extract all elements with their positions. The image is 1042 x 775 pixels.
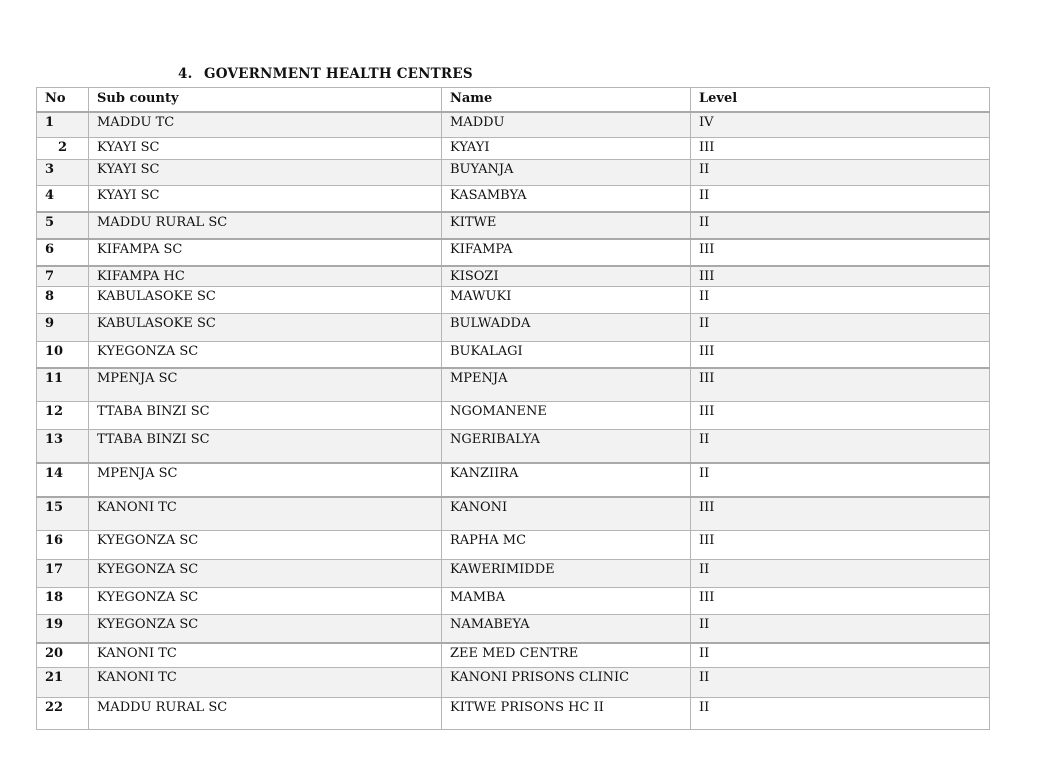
section-heading bbox=[178, 66, 473, 82]
table-row bbox=[37, 313, 990, 341]
column-header-level: Level bbox=[691, 88, 990, 113]
table-row bbox=[37, 429, 990, 463]
facility-name-cell: ZEE MED CENTRE bbox=[442, 643, 691, 667]
sub-county-cell: MPENJA SC bbox=[89, 463, 442, 497]
facility-name-cell: KASAMBYA bbox=[442, 185, 691, 212]
table-row bbox=[37, 185, 990, 212]
row-number-cell: 8 bbox=[37, 286, 89, 313]
row-number-cell: 20 bbox=[37, 643, 89, 667]
row-number-cell: 16 bbox=[37, 530, 89, 559]
row-number-cell: 17 bbox=[37, 559, 89, 587]
facility-name-cell: KANONI bbox=[442, 497, 691, 530]
sub-county-cell: TTABA BINZI SC bbox=[89, 401, 442, 429]
table-row bbox=[37, 239, 990, 266]
facility-name-cell: KAWERIMIDDE bbox=[442, 559, 691, 587]
sub-county-cell: MADDU RURAL SC bbox=[89, 212, 442, 239]
section-number: 4. bbox=[178, 66, 193, 82]
table-row bbox=[37, 587, 990, 614]
table-row bbox=[37, 368, 990, 401]
sub-county-cell: KANONI TC bbox=[89, 497, 442, 530]
sub-county-cell: KYAYI SC bbox=[89, 185, 442, 212]
row-number-cell: 3 bbox=[37, 159, 89, 185]
table-row bbox=[37, 643, 990, 667]
level-cell: II bbox=[691, 643, 990, 667]
sub-county-cell: KYEGONZA SC bbox=[89, 559, 442, 587]
row-number-cell: 5 bbox=[37, 212, 89, 239]
sub-county-cell: KIFAMPA SC bbox=[89, 239, 442, 266]
level-cell: II bbox=[691, 463, 990, 497]
facility-name-cell: KISOZI bbox=[442, 266, 691, 286]
level-cell: II bbox=[691, 313, 990, 341]
row-number-cell: 14 bbox=[37, 463, 89, 497]
facility-name-cell: KANZIIRA bbox=[442, 463, 691, 497]
table-row bbox=[37, 159, 990, 185]
row-number-cell: 7 bbox=[37, 266, 89, 286]
row-number-cell: 11 bbox=[37, 368, 89, 401]
level-cell: III bbox=[691, 587, 990, 614]
level-cell: III bbox=[691, 266, 990, 286]
section-title: GOVERNMENT HEALTH CENTRES bbox=[204, 66, 473, 82]
row-number-cell: 19 bbox=[37, 614, 89, 643]
row-number-cell: 12 bbox=[37, 401, 89, 429]
table-row bbox=[37, 212, 990, 239]
table-row bbox=[37, 697, 990, 729]
sub-county-cell: KABULASOKE SC bbox=[89, 286, 442, 313]
facility-name-cell: KANONI PRISONS CLINIC bbox=[442, 667, 691, 697]
level-cell: II bbox=[691, 614, 990, 643]
level-cell: III bbox=[691, 368, 990, 401]
row-number-cell: 13 bbox=[37, 429, 89, 463]
level-cell: III bbox=[691, 530, 990, 559]
facility-name-cell: MAMBA bbox=[442, 587, 691, 614]
table-header-row bbox=[37, 88, 990, 113]
sub-county-cell: KIFAMPA HC bbox=[89, 266, 442, 286]
level-cell: III bbox=[691, 137, 990, 159]
sub-county-cell: KYAYI SC bbox=[89, 137, 442, 159]
table-row bbox=[37, 286, 990, 313]
facility-name-cell: NGERIBALYA bbox=[442, 429, 691, 463]
table-row bbox=[37, 112, 990, 137]
level-cell: IV bbox=[691, 112, 990, 137]
table-row bbox=[37, 137, 990, 159]
health-centres-table bbox=[36, 87, 990, 730]
sub-county-cell: MADDU RURAL SC bbox=[89, 697, 442, 729]
sub-county-cell: TTABA BINZI SC bbox=[89, 429, 442, 463]
facility-name-cell: KITWE PRISONS HC II bbox=[442, 697, 691, 729]
sub-county-cell: KYAYI SC bbox=[89, 159, 442, 185]
sub-county-cell: KYEGONZA SC bbox=[89, 341, 442, 368]
sub-county-cell: KABULASOKE SC bbox=[89, 313, 442, 341]
level-cell: II bbox=[691, 185, 990, 212]
facility-name-cell: MAWUKI bbox=[442, 286, 691, 313]
level-cell: III bbox=[691, 401, 990, 429]
row-number-cell: 10 bbox=[37, 341, 89, 368]
level-cell: III bbox=[691, 239, 990, 266]
table-row bbox=[37, 559, 990, 587]
table-row bbox=[37, 341, 990, 368]
table-row bbox=[37, 266, 990, 286]
level-cell: II bbox=[691, 212, 990, 239]
facility-name-cell: MPENJA bbox=[442, 368, 691, 401]
row-number-cell: 2 bbox=[37, 137, 89, 159]
row-number-cell: 21 bbox=[37, 667, 89, 697]
row-number-cell: 1 bbox=[37, 112, 89, 137]
level-cell: II bbox=[691, 286, 990, 313]
row-number-cell: 6 bbox=[37, 239, 89, 266]
level-cell: II bbox=[691, 667, 990, 697]
facility-name-cell: BUYANJA bbox=[442, 159, 691, 185]
sub-county-cell: MPENJA SC bbox=[89, 368, 442, 401]
facility-name-cell: KIFAMPA bbox=[442, 239, 691, 266]
table-row bbox=[37, 497, 990, 530]
column-header-name: Name bbox=[442, 88, 691, 113]
level-cell: III bbox=[691, 341, 990, 368]
facility-name-cell: NGOMANENE bbox=[442, 401, 691, 429]
table-row bbox=[37, 463, 990, 497]
sub-county-cell: KYEGONZA SC bbox=[89, 530, 442, 559]
facility-name-cell: KYAYI bbox=[442, 137, 691, 159]
facility-name-cell: RAPHA MC bbox=[442, 530, 691, 559]
row-number-cell: 15 bbox=[37, 497, 89, 530]
sub-county-cell: KANONI TC bbox=[89, 667, 442, 697]
row-number-cell: 18 bbox=[37, 587, 89, 614]
table-row bbox=[37, 614, 990, 643]
facility-name-cell: BUKALAGI bbox=[442, 341, 691, 368]
level-cell: III bbox=[691, 497, 990, 530]
column-header-sub-county: Sub county bbox=[89, 88, 442, 113]
table-row bbox=[37, 530, 990, 559]
row-number-cell: 4 bbox=[37, 185, 89, 212]
sub-county-cell: KYEGONZA SC bbox=[89, 614, 442, 643]
level-cell: II bbox=[691, 559, 990, 587]
facility-name-cell: BULWADDA bbox=[442, 313, 691, 341]
level-cell: II bbox=[691, 429, 990, 463]
table-row bbox=[37, 401, 990, 429]
facility-name-cell: MADDU bbox=[442, 112, 691, 137]
row-number-cell: 9 bbox=[37, 313, 89, 341]
sub-county-cell: KYEGONZA SC bbox=[89, 587, 442, 614]
facility-name-cell: KITWE bbox=[442, 212, 691, 239]
column-header-no: No bbox=[37, 88, 89, 113]
row-number-cell: 22 bbox=[37, 697, 89, 729]
table-row bbox=[37, 667, 990, 697]
level-cell: II bbox=[691, 697, 990, 729]
sub-county-cell: MADDU TC bbox=[89, 112, 442, 137]
level-cell: II bbox=[691, 159, 990, 185]
facility-name-cell: NAMABEYA bbox=[442, 614, 691, 643]
sub-county-cell: KANONI TC bbox=[89, 643, 442, 667]
